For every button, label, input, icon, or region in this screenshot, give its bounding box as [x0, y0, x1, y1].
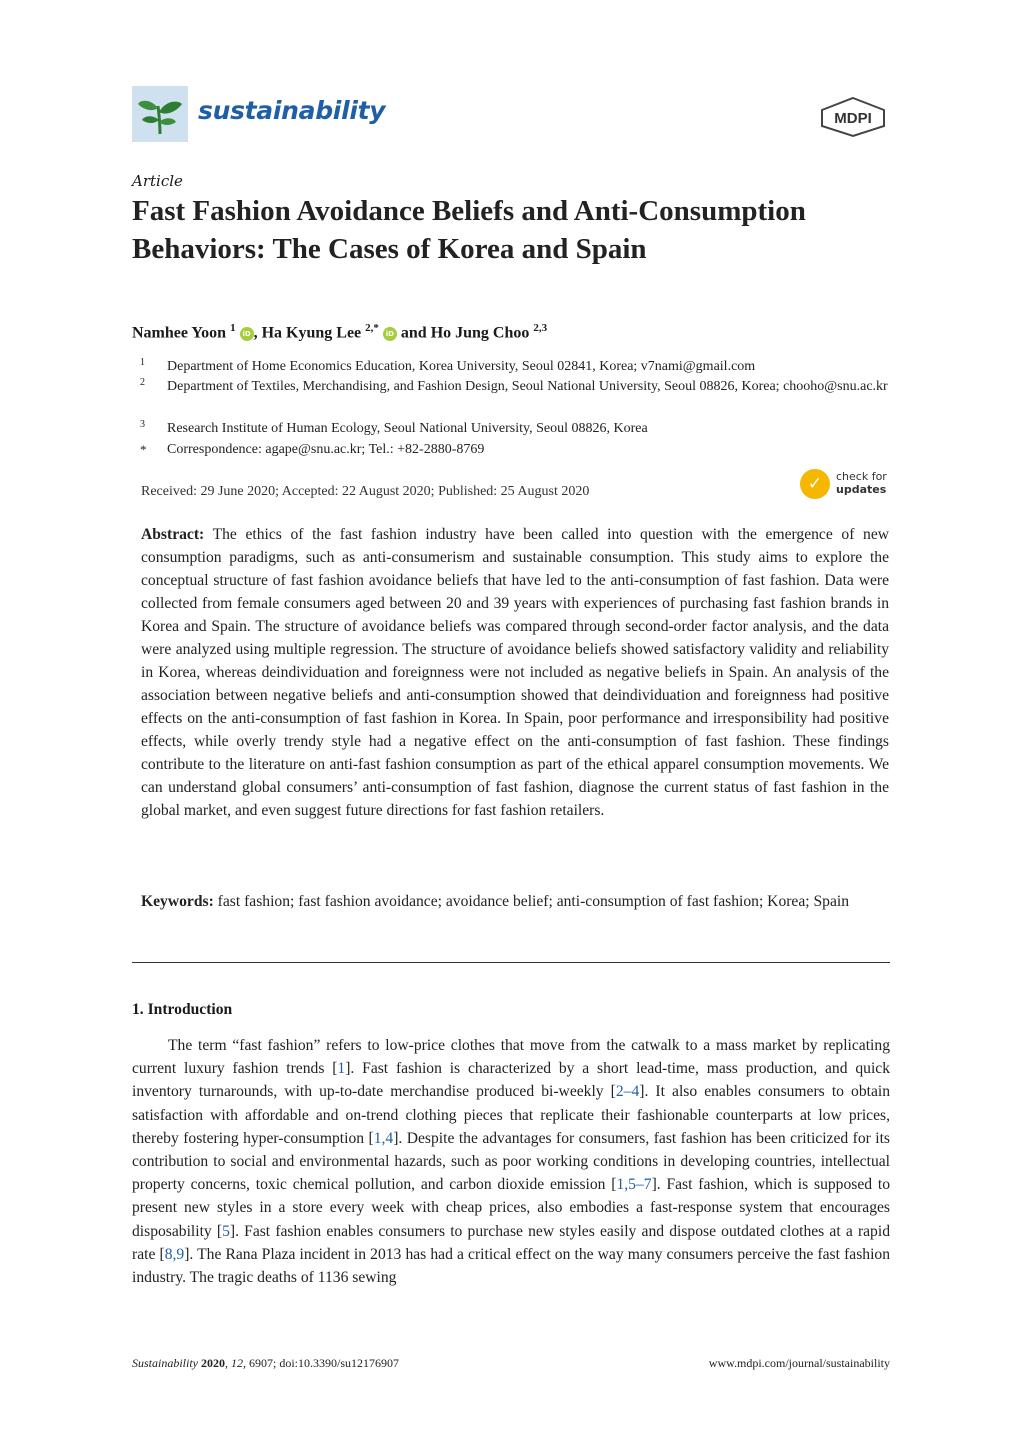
footer-url[interactable]: www.mdpi.com/journal/sustainability — [708, 1356, 890, 1370]
affiliation-number: * — [140, 442, 147, 457]
footer-doi[interactable]: , 6907; doi:10.3390/su12176907 — [243, 1356, 400, 1370]
body-text: ]. Fast fashion, which is supposed to present new styles in a store every week with cheap prices, also embodies a fast-response system that encourages disposability [ — [132, 1176, 890, 1240]
correspondence — [132, 440, 892, 460]
introduction-paragraph — [132, 1034, 890, 1289]
author-superscript: 1 — [230, 322, 236, 334]
body-text: The term “fast fashion” refers to low-price clothes that move from the catwalk to a mass market by replicating current luxury fashion trends [ — [132, 1037, 890, 1078]
publication-dates: Received: 29 June 2020; Accepted: 22 August 2020; Published: 25 August 2020 — [141, 484, 590, 499]
affiliation — [132, 377, 892, 417]
author-name[interactable]: Namhee Yoon — [132, 324, 227, 342]
divider — [132, 962, 890, 963]
body-text: ]. The Rana Plaza incident in 2013 has had a critical effect on the way many consumers perceive the fast fashion industry. The tragic deaths of 1136 sewing — [132, 1245, 890, 1287]
author-name[interactable]: Ha Kyung Lee — [261, 324, 362, 342]
mdpi-logo-text: MDPI — [834, 110, 872, 127]
article-title: Fast Fashion Avoidance Beliefs and Anti-Consumption Behaviors: The Cases of Korea and Spain — [132, 195, 806, 265]
footer-citation: Sustainability 2020, 12, 6907; doi:10.3390/su12176907 — [132, 1356, 400, 1370]
abstract-text: The ethics of the fast fashion industry have been called into question with the emergence of new consumption paradigms, such as anti-consumerism and sustainable consumption. This study aims to explore the conceptual structure of fast fashion avoidance beliefs that have led to the anti-consumption of fast fashion. Data were collected from female consumers aged between 20 and 39 years with experiences of purchasing fast fashion brands in Korea and Spain. The structure of avoidance beliefs was compared through second-order factor analysis, and the data were analyzed using multiple regression. The structure of avoidance beliefs showed satisfactory validity and reliability in Korea, whereas deindividuation and foreignness were not included as negative beliefs in Spain. An analysis of the association between negative beliefs and anti-consumption showed that deindividuation and foreignness had positive effects on the anti-consumption of fast fashion in Korea. In Spain, poor performance and irresponsibility had positive effects, while overly trendy style had a negative effect on the anti-consumption of fast fashion. These findings contribute to the literature on anti-fast fashion consumption as part of the ethical apparel consumption movements. We can understand global consumers’ anti-consumption of fast fashion, diagnose the current status of fast fashion in the global market, and even suggest future directions for fast fashion retailers. — [141, 526, 890, 819]
affiliation-text: Research Institute of Human Ecology, Seoul National University, Seoul 08826, Korea — [167, 421, 648, 436]
check-for-updates-button[interactable] — [800, 469, 895, 501]
author-superscript: 2,* — [365, 322, 379, 334]
citation-link[interactable]: 1,5–7 — [616, 1176, 652, 1194]
orcid-icon[interactable]: iD — [383, 327, 397, 341]
orcid-icon[interactable]: iD — [240, 327, 254, 341]
citation-link[interactable]: 8,9 — [164, 1245, 185, 1263]
affiliation-text: Department of Textiles, Merchandising, and Fashion Design, Seoul National University, Seoul 08826, Korea; chooho@snu.ac.kr — [167, 379, 888, 394]
plant-icon — [132, 86, 188, 142]
author-superscript: 2,3 — [533, 322, 548, 334]
footer-journal: Sustainability — [132, 1356, 198, 1370]
check-updates-label: updates — [836, 483, 887, 496]
affiliation-text: Correspondence: agape@snu.ac.kr; Tel.: +82-2880-8769 — [167, 442, 485, 457]
keywords — [141, 890, 889, 913]
section-heading: 1. Introduction — [132, 1001, 233, 1018]
affiliation-number: 2 — [140, 377, 145, 388]
article-type: Article — [132, 172, 183, 190]
citation-link[interactable]: 5 — [222, 1222, 230, 1240]
checkmark-icon: ✓ — [800, 469, 830, 499]
footer-year: 2020 — [201, 1356, 225, 1370]
body-text: ]. Despite the advantages for consumers, fast fashion has been criticized for its contribution to social and environmental hazards, such as poor working conditions in developing countries, intellectual property concerns, toxic chemical pollution, and carbon dioxide emission [ — [132, 1129, 890, 1194]
affiliation-number: 3 — [140, 419, 145, 430]
body-text: ]. Fast fashion is characterized by a short lead-time, mass production, and quick inventory turnarounds, with up-to-date merchandise produced bi-weekly [ — [132, 1060, 890, 1101]
citation-link[interactable]: 2–4 — [615, 1083, 640, 1101]
check-updates-label: check for — [836, 470, 887, 483]
mdpi-logo[interactable] — [818, 96, 888, 138]
abstract — [141, 523, 889, 822]
affiliation — [132, 419, 892, 439]
body-text: ]. It also enables consumers to obtain satisfaction with affordable and on-trend clothing pieces that replicate their fashionable counterparts at low prices, thereby fostering hyper-consumption [ — [132, 1083, 891, 1147]
author-name[interactable]: Ho Jung Choo — [430, 324, 530, 342]
journal-name[interactable]: sustainability — [198, 96, 386, 125]
abstract-label: Abstract: — [141, 526, 205, 543]
affiliation-number: 1 — [140, 357, 145, 368]
journal-logo — [132, 86, 188, 142]
and-conjunction: and — [400, 324, 427, 342]
affiliation-text: Department of Home Economics Education, Korea University, Seoul 02841, Korea; v7nami@gmail.com — [167, 359, 756, 374]
keywords-label: Keywords: — [141, 893, 214, 910]
citation-link[interactable]: 1 — [337, 1060, 346, 1078]
citation-link[interactable]: 1,4 — [373, 1129, 394, 1147]
keywords-text: fast fashion; fast fashion avoidance; avoidance belief; anti-consumption of fast fashion; Korea; Spain — [217, 893, 850, 910]
body-text: ]. Fast fashion enables consumers to purchase new styles easily and dispose outdated clothes at a rapid rate [ — [132, 1222, 890, 1263]
author-list: Namhee Yoon $^1$ iD , Ha Kyung Lee $^{2,*}$ iD and Ho Jung Choo $^{2,3}$ — [132, 322, 548, 342]
footer-volume: 12 — [231, 1356, 243, 1370]
affiliation — [132, 357, 892, 377]
